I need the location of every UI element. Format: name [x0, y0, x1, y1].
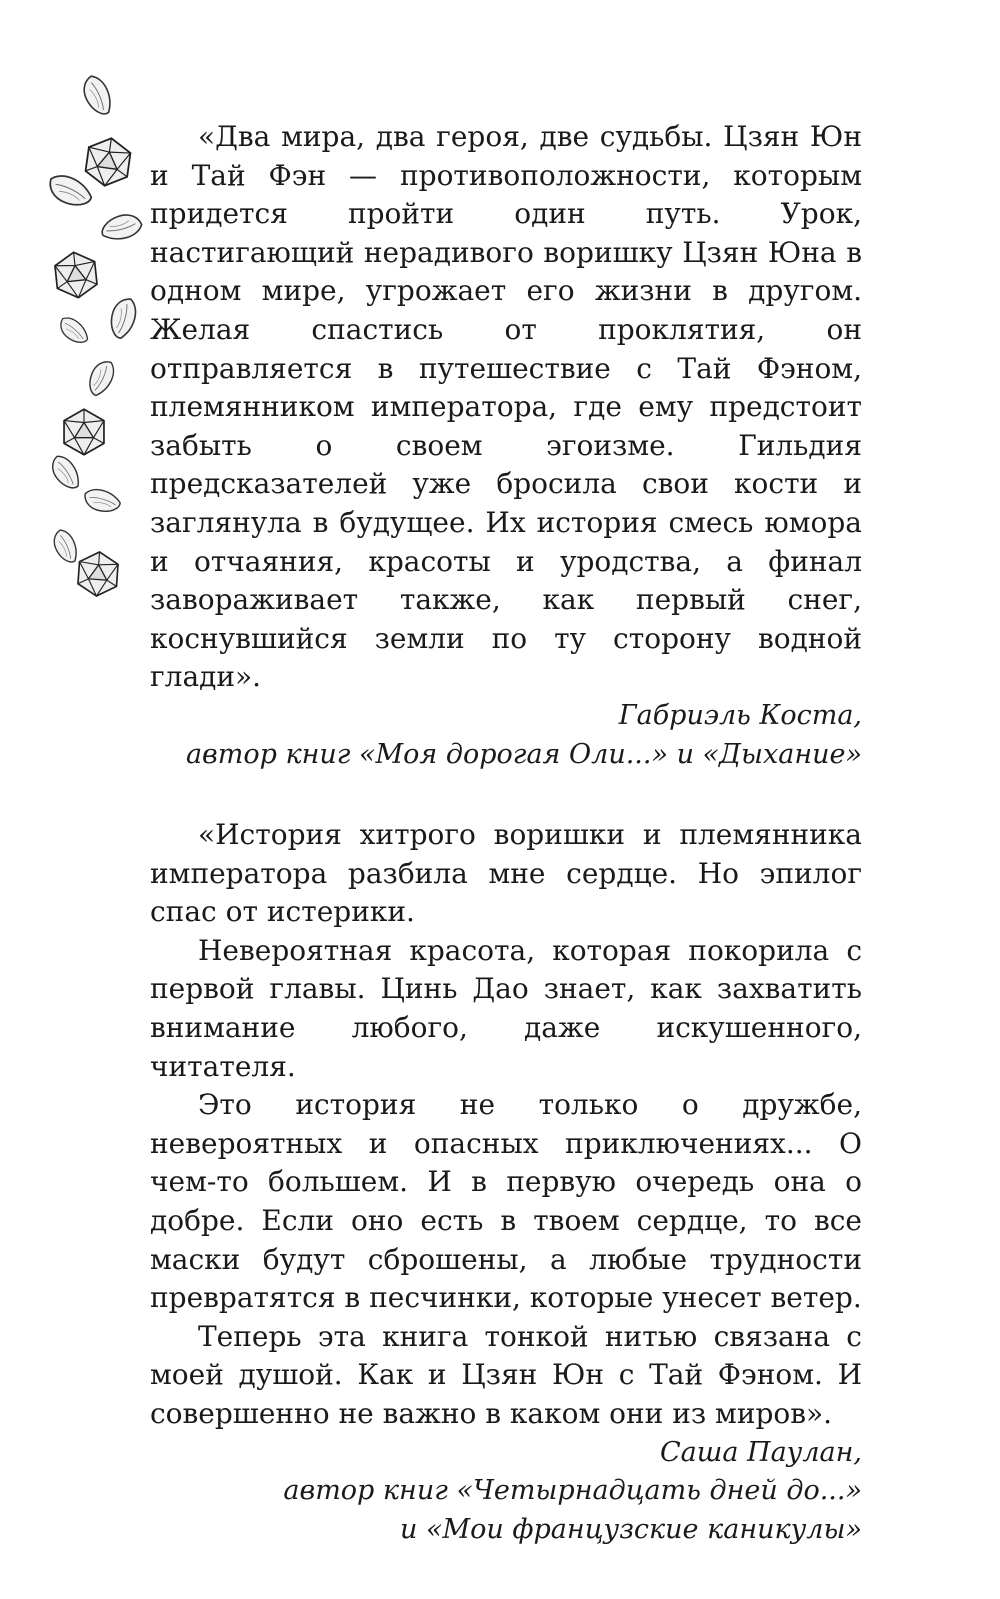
polyhedron-dice-icon [77, 551, 119, 598]
petal-icon [44, 169, 95, 213]
polyhedron-dice-icon [54, 250, 98, 300]
review-1-books: автор книг «Моя дорогая Оли...» и «Дыхание» [185, 738, 862, 770]
review-2-paragraph-4: Теперь эта книга тонкой нитью связана с моей душой. Как и Цзян Юн с Тай Фэном. И совершенно не важно в каком они из миров». [150, 1319, 862, 1430]
petal-icon [83, 357, 119, 399]
section-spacer [150, 774, 862, 816]
review-2-paragraph-3: Это история не только о дружбе, невероятных и опасных приключениях... О чем-то большем. И в первую очередь она о добре. Если оно есть в твоем сердце, то все маски будут сброшены, а любые трудности превратятся в песчинки, которые унесет ветер. [150, 1088, 862, 1315]
petal-icon [47, 452, 83, 494]
petal-icon [81, 485, 122, 517]
polyhedron-dice-icon [64, 409, 104, 455]
review-2-paragraph-1: «История хитрого воришки и племянника императора разбила мне сердце. Но эпилог спас от истерики. [150, 818, 862, 929]
polyhedron-dice-icon [84, 135, 132, 188]
petal-icon [105, 295, 140, 341]
review-1 [150, 118, 862, 774]
review-2-books-line-2: и «Мои французские каникулы» [400, 1513, 862, 1545]
review-1-author: Габриэль Коста, [618, 699, 862, 731]
review-1-attribution [150, 697, 862, 774]
ornament-petals-dice [40, 60, 150, 620]
review-2 [150, 816, 862, 1549]
petal-icon [80, 73, 115, 119]
review-2-author: Саша Паулан, [660, 1436, 862, 1468]
review-2-attribution [150, 1434, 862, 1550]
review-2-paragraph-2: Невероятная красота, которая покорила с первой главы. Цинь Дао знает, как захватить внимание любого, даже искушенного, читателя. [150, 933, 862, 1083]
petal-icon [100, 212, 144, 241]
review-1-paragraph: «Два мира, два героя, две судьбы. Цзян Юн и Тай Фэн — противоположности, которым придется пройти один путь. Урок, настигающий нерадивого воришку Цзян Юна в одном мире, угрожает его жизни в другом. Желая спастись от проклятия, он отправляется в путешествие с Тай Фэном, племянником императора, где ему предстоит забыть о своем эгоизме. Гильдия предсказателей уже бросила свои кости и заглянула в будущее. Их история смесь юмора и отчаяния, красоты и уродства, а финал завораживает также, как первый снег, коснувшийся земли по ту сторону водной глади». [150, 120, 862, 694]
page-text [150, 118, 862, 1549]
petal-icon [50, 527, 80, 566]
petal-icon [56, 313, 92, 349]
review-2-books-line-1: автор книг «Четырнадцать дней до...» [283, 1475, 862, 1507]
